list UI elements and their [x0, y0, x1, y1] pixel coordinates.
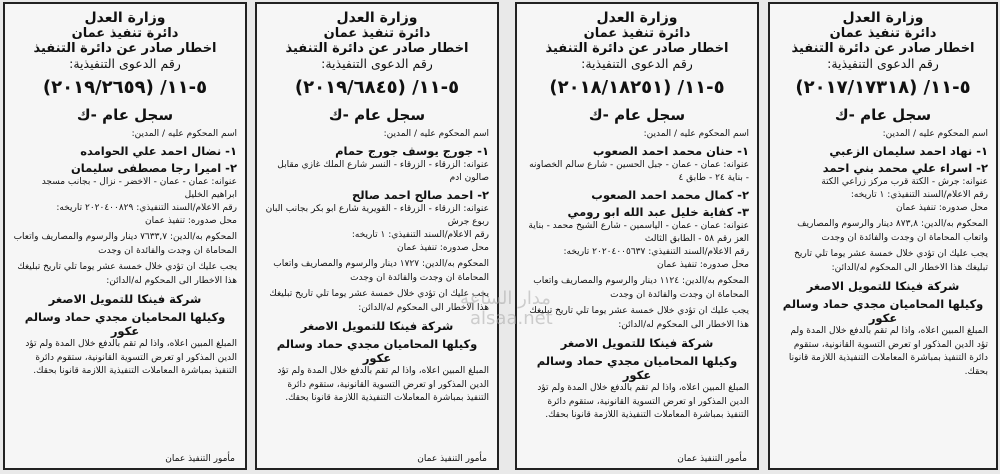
party-2: ٢- كمال محمد احمد الصعوب [591, 188, 749, 203]
defendant-label: اسم المحكوم عليه / المدين: [643, 129, 749, 139]
judgment-ref: رقم الاعلام/السند التنفيذي: ٢٠٢٠٤٠٠٥٦٣٧ تاريخه: [563, 247, 749, 258]
party-2: ٢- اميرا رجا مصطفى سليمان [70, 161, 237, 176]
defendant-label: اسم المحكوم عليه / المدين: [131, 129, 237, 139]
creditor-attorneys: وكيلها المحاميان مجدي حماد وسالم عكور [24, 310, 226, 339]
creditor-company: شركة فينكا للتمويل الاصغر [300, 319, 454, 334]
closing-text: المبلغ المبين اعلاه، واذا لم تقم بالدفع خلال المدة ولم تؤد الدين المذكور او تعرض التسوية القانونية، ستقوم دائرة التنفيذ بمباشرة المعاملات التنفيذية اللازمة قانونا بحقك. [537, 383, 749, 421]
case-label: رقم الدعوى التنفيذية: [581, 56, 693, 71]
case-number: ٥-١١/ (٢٠١٩/٦٨٤٥) [294, 77, 460, 98]
notice-column-4 [3, 2, 247, 470]
case-number: ٥-١١/ (٢٠١٧/١٧٣١٨) [795, 77, 971, 98]
department-title: دائرة تنفيذ عمان [583, 26, 691, 41]
party-1: ١- نضال احمد علي الحوامده [80, 144, 237, 159]
issuer: محل صدوره: تنفيذ عمان [397, 243, 489, 254]
creditor-attorneys: وكيلها المحاميان مجدي حماد وسالم عكور [276, 337, 478, 366]
closing-text: المبلغ المبين اعلاه، واذا لم تقم بالدفع خلال المدة ولم تؤد الدين المذكور او تعرض التسوية القانونية، ستقوم دائرة التنفيذ بمباشرة المعاملات التنفيذية اللازمة قانونا بحقك. [788, 326, 988, 377]
registry-label: سجل عام -ك [76, 106, 174, 124]
party-1: ١- جورج يوسف جورج حمام [335, 144, 489, 159]
case-label: رقم الدعوى التنفيذية: [69, 56, 181, 71]
notice-title: اخطار صادر عن دائرة التنفيذ [285, 41, 469, 56]
amount-line: المحكوم به/الدين: ٨٧٣,٨ دينار والرسوم والمصاريف واتعاب المحاماة ان وجدت والفائدة ان وجدت [797, 219, 988, 243]
creditor-attorneys: وكيلها المحاميان مجدي حماد وسالم عكور [536, 354, 738, 383]
officer-signature: مأمور التنفيذ عمان [417, 454, 487, 464]
case-label: رقم الدعوى التنفيذية: [321, 56, 433, 71]
notice-column-3 [255, 2, 499, 470]
issuer: محل صدوره: تنفيذ عمان [657, 260, 749, 271]
ministry-title: وزارة العدل [84, 10, 166, 26]
address: عنوانه: جرش - الكتة قرب مركز زراعي الكتة [821, 177, 988, 188]
address: عنوانه: عمان - عمان - جبل الحسين - شارع سالم الخصاونه - بناية ٢٤ - طابق ٤ [529, 160, 749, 184]
creditor-company: شركة فينكا للتمويل الاصغر [806, 279, 960, 294]
party-2: ٢- احمد صالح احمد صالح [351, 188, 489, 203]
closing-text: المبلغ المبين اعلاه، واذا لم تقم بالدفع خلال المدة ولم تؤد الدين المذكور او تعرض التسوية القانونية، ستقوم دائرة التنفيذ بمباشرة المعاملات التنفيذية اللازمة قانونا بحقك. [25, 339, 237, 377]
judgment-ref: رقم الاعلام/السند التنفيذي: ١ تاريخه: [351, 230, 489, 241]
department-title: دائرة تنفيذ عمان [323, 26, 431, 41]
case-label: رقم الدعوى التنفيذية: [827, 56, 939, 71]
amount-line: المحكوم به/الدين: ٧٦٣٣,٧ دينار والرسوم والمصاريف واتعاب المحاماة ان وجدت والفائدة ان وجدت [13, 232, 237, 256]
party-2: ٢- اسراء علي محمد بني احمد [822, 161, 988, 176]
address-2: عنوانه: عمان - عمان - الياسمين - شارع الشيخ محمد - بناية العز رقم ٥٨ - الطابق الثالث [528, 221, 749, 245]
party-1: ١- حنان محمد احمد الصعوب [592, 144, 749, 159]
creditor-company: شركة فينكا للتمويل الاصغر [48, 292, 202, 307]
address: عنوانه: الزرقاء - الزرقاء - النسر شارع الملك غازي مقابل صالون ادم [277, 160, 489, 184]
ministry-title: وزارة العدل [842, 10, 924, 26]
case-number: ٥-١١/ (٢٠١٨/١٨٢٥١) [549, 77, 725, 98]
watermark-arabic: مدار الساعة [460, 288, 551, 309]
officer-signature: مأمور التنفيذ عمان [165, 454, 235, 464]
issuer: محل صدوره: تنفيذ عمان [896, 203, 988, 214]
case-number: ٥-١١/ (٢٠١٩/٢٦٥٩) [42, 77, 208, 98]
amount-line: المحكوم به/الدين: ١٧٢٧ دينار والرسوم والمصاريف واتعاب المحاماة ان وجدت والفائدة ان وجدت [273, 259, 489, 283]
notice-column-1 [768, 2, 998, 470]
amount-line: المحكوم به/الدين: ١١٢٤ دينار والرسوم والمصاريف واتعاب المحاماة ان وجدت والفائدة ان وجدت [533, 276, 749, 300]
creditor-attorneys: وكيلها المحاميان مجدي حماد وسالم عكور [782, 297, 984, 326]
warning-text: يجب عليك ان تؤدي خلال خمسة عشر يوما تلي تاريخ تبليغك هذا الاخطار الى المحكوم له/الدائن: [17, 262, 237, 286]
judgment-ref: رقم الاعلام/السند التنفيذي: ١ تاريخه: [850, 190, 988, 201]
defendant-label: اسم المحكوم عليه / المدين: [383, 129, 489, 139]
party-3: ٣- كفاية خليل عبد الله ابو رومي [567, 205, 749, 220]
ministry-title: وزارة العدل [336, 10, 418, 26]
warning-text: يجب عليك ان تؤدي خلال خمسة عشر يوما تلي تاريخ تبليغك هذا الاخطار الى المحكوم له/الدائن: [269, 289, 489, 313]
notice-title: اخطار صادر عن دائرة التنفيذ [791, 41, 975, 56]
notice-title: اخطار صادر عن دائرة التنفيذ [545, 41, 729, 56]
issuer: محل صدوره: تنفيذ عمان [145, 216, 237, 227]
department-title: دائرة تنفيذ عمان [829, 26, 937, 41]
registry-label: سجل عام -ك [328, 106, 426, 124]
judgment-ref: رقم الاعلام/السند التنفيذي: ٢٠٢٠٤٠٠٨٢٩ تاريخه: [56, 203, 237, 214]
warning-text: يجب عليك ان تؤدي خلال خمسة عشر يوما تلي تاريخ تبليغك هذا الاخطار الى المحكوم له/الدائن: [794, 249, 988, 273]
registry-label: سجل عام -ك [588, 106, 686, 124]
department-title: دائرة تنفيذ عمان [71, 26, 179, 41]
ministry-title: وزارة العدل [596, 10, 678, 26]
closing-text: المبلغ المبين اعلاه، واذا لم تقم بالدفع خلال المدة ولم تؤد الدين المذكور او تعرض التسوية القانونية، ستقوم دائرة التنفيذ بمباشرة المعاملات التنفيذية اللازمة قانونا بحقك. [277, 366, 489, 404]
warning-text: يجب عليك ان تؤدي خلال خمسة عشر يوما تلي تاريخ تبليغك هذا الاخطار الى المحكوم له/الدائن: [529, 306, 749, 330]
creditor-company: شركة فينكا للتمويل الاصغر [560, 336, 714, 351]
officer-signature: مأمور التنفيذ عمان [677, 454, 747, 464]
address-2: عنوانه: الزرقاء - الزرقاء - القويرية شارع ابو بكر بجانب البان ربوع جرش [265, 204, 489, 228]
watermark-latin: alsaa.net [470, 308, 553, 329]
party-1: ١- نهاد احمد سليمان الزعبي [829, 144, 988, 159]
notice-column-2 [515, 2, 759, 470]
address: عنوانه: عمان - عمان - الاخضر - نزال - بجانب مسجد ابراهيم الخليل [41, 177, 237, 201]
registry-label: سجل عام -ك [834, 106, 932, 124]
defendant-label: اسم المحكوم عليه / المدين: [882, 129, 988, 139]
notice-title: اخطار صادر عن دائرة التنفيذ [33, 41, 217, 56]
